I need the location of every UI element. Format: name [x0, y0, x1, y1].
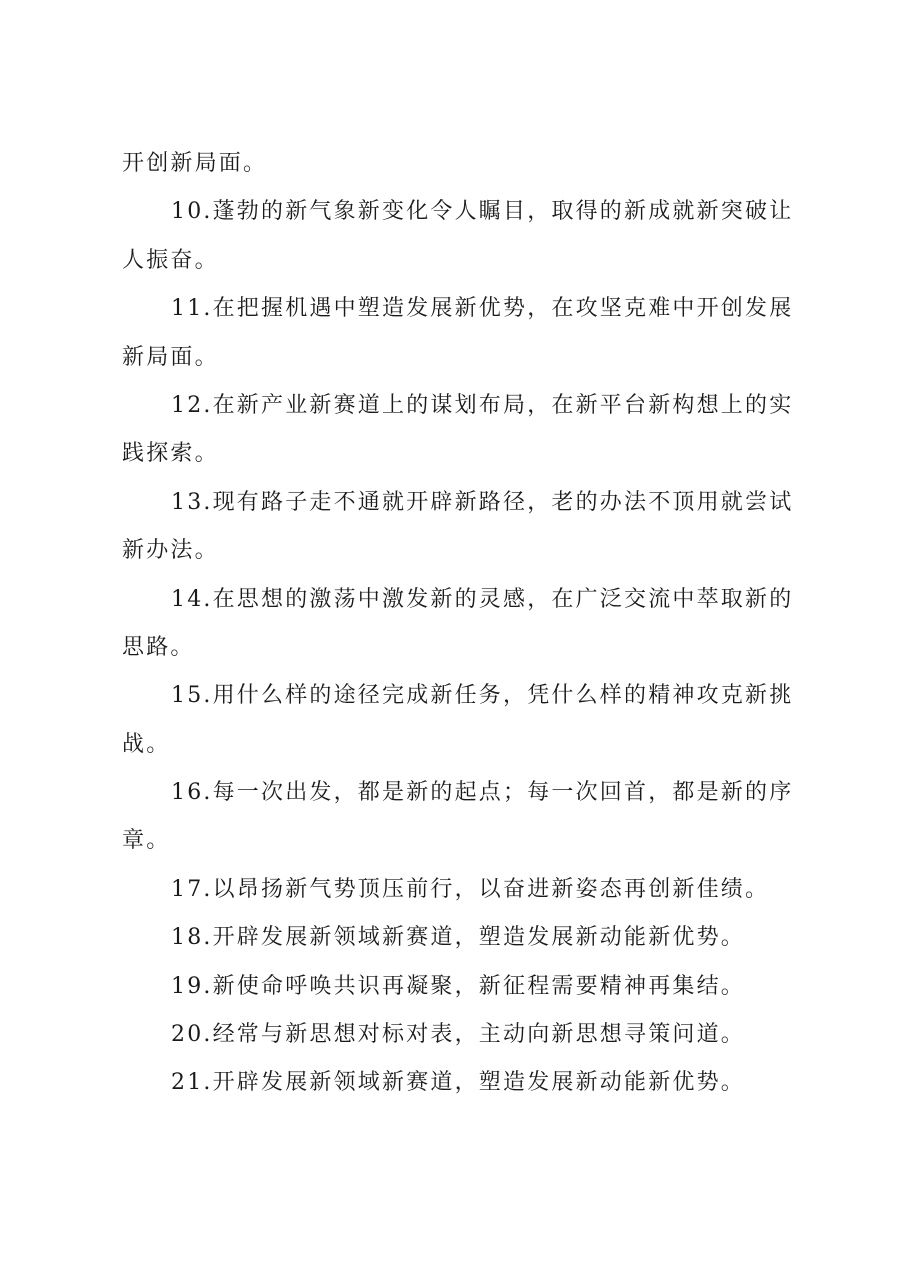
list-item-15: 15.用什么样的途径完成新任务，凭什么样的精神攻克新挑 — [171, 683, 794, 709]
text-line: 开创新局面。 — [122, 151, 268, 176]
list-item-12: 12.在新产业新赛道上的谋划布局，在新平台新构想上的实 — [171, 392, 794, 418]
text-line: 践探索。 — [122, 441, 219, 467]
list-item-19: 19.新使命呼唤共识再凝聚，新征程需要精神再集结。 — [171, 973, 745, 999]
list-item-14: 14.在思想的激荡中激发新的灵感，在广泛交流中萃取新的 — [171, 586, 794, 612]
list-item-11: 11.在把握机遇中塑造发展新优势，在攻坚克难中开创发展 — [171, 296, 794, 322]
list-item-20: 20.经常与新思想对标对表，主动向新思想寻策问道。 — [171, 1022, 745, 1048]
text-line: 新局面。 — [122, 344, 219, 370]
list-item-21: 21.开辟发展新领域新赛道，塑造发展新动能新优势。 — [171, 1070, 745, 1096]
list-item-18: 18.开辟发展新领域新赛道，塑造发展新动能新优势。 — [171, 925, 745, 951]
list-item-17: 17.以昂扬新气势顶压前行，以奋进新姿态再创新佳绩。 — [171, 876, 770, 902]
text-line: 人振奋。 — [122, 247, 219, 273]
text-line: 新办法。 — [122, 538, 219, 564]
list-item-16: 16.每一次出发，都是新的起点；每一次回首，都是新的序 — [171, 780, 794, 806]
list-item-10: 10.蓬勃的新气象新变化令人瞩目，取得的新成就新突破让 — [171, 199, 794, 225]
list-item-13: 13.现有路子走不通就开辟新路径，老的办法不顶用就尝试 — [171, 489, 794, 515]
text-line: 战。 — [122, 731, 171, 757]
text-line: 思路。 — [122, 634, 195, 660]
document-body — [122, 140, 798, 1108]
text-line: 章。 — [122, 828, 171, 854]
